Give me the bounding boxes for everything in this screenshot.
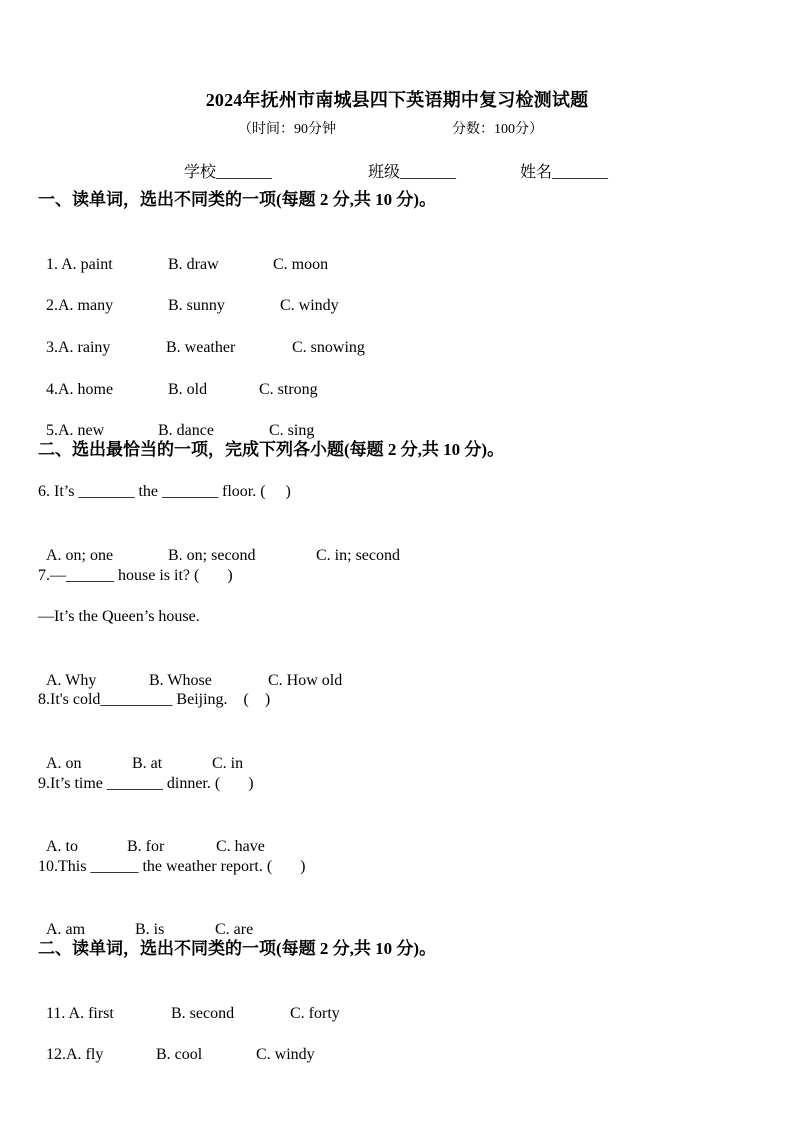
q1-option-a: 1. A. paint xyxy=(46,256,113,273)
q5-option-c: C. sing xyxy=(269,422,315,439)
q2-option-b: B. sunny xyxy=(168,297,225,314)
q6-option-c: C. in; second xyxy=(316,547,400,564)
q6-option-b: B. on; second xyxy=(168,547,256,564)
q12-option-a: 12.A. fly xyxy=(46,1046,104,1063)
q10-option-a: A. am xyxy=(46,921,86,938)
name-field: 姓名_______ xyxy=(520,164,609,181)
q4-option-a: 4.A. home xyxy=(46,381,114,398)
q9-option-b: B. for xyxy=(127,838,165,855)
q6-option-a: A. on; one xyxy=(46,547,114,564)
q9-option-c: C. have xyxy=(216,838,265,855)
q5-option-b: B. dance xyxy=(158,422,214,439)
q8-option-a: A. on xyxy=(46,755,82,772)
class-field: 班级_______ xyxy=(368,164,457,181)
time-info: （时间：90分钟 xyxy=(238,122,336,137)
section-1-heading: 一、读单词，选出不同类的一项(每题 2 分,共 10 分)。 xyxy=(38,190,437,209)
section-3-heading: 二、读单词，选出不同类的一项(每题 2 分,共 10 分)。 xyxy=(38,939,437,958)
q7-option-a: A. Why xyxy=(46,672,97,689)
q7-option-c: C. How old xyxy=(268,672,343,689)
school-field: 学校_______ xyxy=(184,164,273,181)
q11-option-c: C. forty xyxy=(290,1005,340,1022)
q10-option-b: B. is xyxy=(135,921,165,938)
q3-option-a: 3.A. rainy xyxy=(46,339,111,356)
question-4 xyxy=(38,357,318,401)
question-8-stem: 8.It's cold_________ Beijing. ( ) xyxy=(38,691,271,708)
q7-option-b: B. Whose xyxy=(149,672,212,689)
question-10-stem: 10.This ______ the weather report. ( ) xyxy=(38,858,306,875)
question-7-stem-2: —It’s the Queen’s house. xyxy=(38,608,200,625)
q3-option-c: C. snowing xyxy=(292,339,365,356)
question-9-stem: 9.It’s time _______ dinner. ( ) xyxy=(38,775,254,792)
question-6-stem: 6. It’s _______ the _______ floor. ( ) xyxy=(38,483,291,500)
q2-option-a: 2.A. many xyxy=(46,297,114,314)
question-5 xyxy=(38,398,314,442)
q10-option-c: C. are xyxy=(215,921,254,938)
q4-option-b: B. old xyxy=(168,381,208,398)
q8-option-b: B. at xyxy=(132,755,163,772)
question-6-options xyxy=(38,523,400,567)
question-3 xyxy=(38,315,365,359)
q8-option-c: C. in xyxy=(212,755,244,772)
question-2 xyxy=(38,273,339,317)
q1-option-b: B. draw xyxy=(168,256,219,273)
q5-option-a: 5.A. new xyxy=(46,422,105,439)
q1-option-c: C. moon xyxy=(273,256,329,273)
q4-option-c: C. strong xyxy=(259,381,318,398)
q9-option-a: A. to xyxy=(46,838,78,855)
question-7-options xyxy=(38,648,342,692)
section-2-heading: 二、选出最恰当的一项，完成下列各小题(每题 2 分,共 10 分)。 xyxy=(38,440,505,459)
question-10-options xyxy=(38,897,253,941)
question-7-stem: 7.—______ house is it? ( ) xyxy=(38,567,233,584)
question-9-options xyxy=(38,814,265,858)
question-12 xyxy=(38,1022,315,1066)
q12-option-b: B. cool xyxy=(156,1046,203,1063)
q2-option-c: C. windy xyxy=(280,297,339,314)
question-8-options xyxy=(38,731,243,775)
question-11 xyxy=(38,981,340,1025)
page-title: 2024年抚州市南城县四下英语期中复习检测试题 xyxy=(205,90,589,110)
q3-option-b: B. weather xyxy=(166,339,236,356)
question-1 xyxy=(38,232,328,276)
q12-option-c: C. windy xyxy=(256,1046,315,1063)
score-info: 分数：100分） xyxy=(452,122,543,137)
q11-option-b: B. second xyxy=(171,1005,235,1022)
q11-option-a: 11. A. first xyxy=(46,1005,114,1022)
